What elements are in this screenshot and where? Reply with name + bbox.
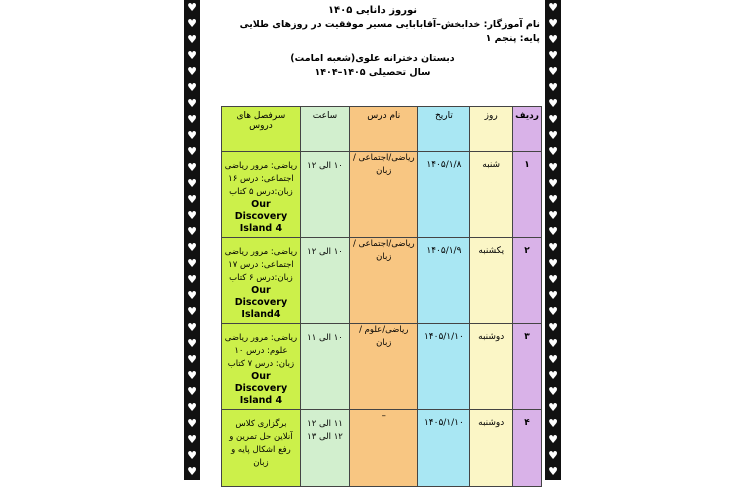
topic-line: ریاضی: مرور ریاضی: [224, 247, 298, 257]
heart-ornament-icon: ♥: [548, 145, 558, 158]
heart-ornament-icon: ♥: [187, 369, 197, 382]
topic-line: زبان:درس ۶ کتاب: [229, 273, 293, 283]
row-date: ۱۴۰۵/۱/۸: [418, 152, 470, 238]
row-date: ۱۴۰۵/۱/۹: [418, 238, 470, 324]
heart-ornament-icon: ♥: [187, 417, 197, 430]
grade-line: پایه: پنجم ۱: [485, 33, 540, 44]
row-topics: [222, 152, 301, 238]
topic-line: علوم: درس ۱۰: [234, 346, 288, 356]
heart-ornament-icon: ♥: [187, 385, 197, 398]
row-subject: ریاضی/علوم /زبان: [350, 324, 418, 410]
row-day: شنبه: [470, 152, 513, 238]
topic-line: اجتماعی: درس ۱۶: [228, 174, 294, 184]
heart-ornament-icon: ♥: [187, 145, 197, 158]
row-hour: ۱۱ الی ۱۲ ۱۲ الی ۱۳: [300, 410, 349, 487]
topic-line: آنلاین حل تمرین و: [229, 432, 293, 442]
school-year: سال تحصیلی ۱۴۰۵–۱۴۰۴: [314, 67, 431, 78]
heart-ornament-icon: ♥: [548, 337, 558, 350]
heart-ornament-icon: ♥: [548, 225, 558, 238]
heart-ornament-icon: ♥: [548, 417, 558, 430]
row-subject: –: [350, 410, 418, 487]
right-ornamental-border: [545, 0, 561, 480]
heart-ornament-icon: ♥: [548, 161, 558, 174]
heart-ornament-icon: ♥: [187, 81, 197, 94]
heart-ornament-icon: ♥: [187, 129, 197, 142]
topic-line: برگزاری کلاس: [235, 419, 287, 429]
header-subject: نام درس: [350, 107, 418, 152]
heart-ornament-icon: ♥: [548, 49, 558, 62]
heart-ornament-icon: ♥: [187, 97, 197, 110]
heart-ornament-icon: ♥: [548, 321, 558, 334]
topic-line: ریاضی: مرور ریاضی: [224, 333, 298, 343]
heart-ornament-icon: ♥: [187, 273, 197, 286]
row-number: ۴: [513, 410, 542, 487]
row-number: ۳: [513, 324, 542, 410]
heart-ornament-icon: ♥: [548, 353, 558, 366]
heart-ornament-icon: ♥: [548, 257, 558, 270]
heart-ornament-icon: ♥: [548, 113, 558, 126]
row-day: دوشنبه: [470, 410, 513, 487]
heart-ornament-icon: ♥: [548, 97, 558, 110]
header-row-number: ردیف: [513, 107, 542, 152]
header-hour: ساعت: [300, 107, 349, 152]
row-date: ۱۴۰۵/۱/۱۰: [418, 410, 470, 487]
table-row: [222, 410, 542, 487]
topic-line: ریاضی: مرور ریاضی: [224, 161, 298, 171]
heart-ornament-icon: ♥: [548, 177, 558, 190]
heart-ornament-icon: ♥: [187, 401, 197, 414]
heart-ornament-icon: ♥: [548, 17, 558, 30]
topic-line: زبان:درس ۵ کتاب: [229, 187, 293, 197]
heart-ornament-icon: ♥: [187, 1, 197, 14]
row-number: ۱: [513, 152, 542, 238]
heart-ornament-icon: ♥: [187, 449, 197, 462]
topic-line: رفع اشکال پایه و: [231, 445, 291, 455]
row-hour: ۱۰ الی ۱۲: [300, 152, 349, 238]
heart-ornament-icon: ♥: [187, 65, 197, 78]
row-hour: ۱۰ الی ۱۲: [300, 238, 349, 324]
heart-ornament-icon: ♥: [187, 17, 197, 30]
heart-ornament-icon: ♥: [187, 433, 197, 446]
table-row: [222, 324, 542, 410]
heart-ornament-icon: ♥: [187, 193, 197, 206]
heart-ornament-icon: ♥: [187, 337, 197, 350]
table-row: [222, 152, 542, 238]
heart-ornament-icon: ♥: [548, 401, 558, 414]
heart-ornament-icon: ♥: [548, 65, 558, 78]
row-topics: [222, 238, 301, 324]
topic-line: زبان: [253, 458, 269, 468]
school-name: دبستان دخترانه علوی(شعبه امامت): [290, 53, 455, 64]
heart-ornament-icon: ♥: [187, 49, 197, 62]
row-date: ۱۴۰۵/۱/۱۰: [418, 324, 470, 410]
left-ornamental-border: [184, 0, 200, 480]
heart-ornament-icon: ♥: [187, 353, 197, 366]
book-title: Our Discovery Island 4: [234, 199, 288, 234]
topic-line: زبان: درس ۷ کتاب: [227, 359, 295, 369]
heart-ornament-icon: ♥: [548, 289, 558, 302]
heart-ornament-icon: ♥: [548, 433, 558, 446]
heart-ornament-icon: ♥: [548, 369, 558, 382]
table-row: [222, 238, 542, 324]
teacher-line: نام آموزگار: خدابخش–آقابابایی مسیر موفقیت در روزهای طلایی: [239, 19, 540, 30]
heart-ornament-icon: ♥: [548, 1, 558, 14]
heart-ornament-icon: ♥: [187, 33, 197, 46]
book-title: Our Discovery Island 4: [234, 371, 288, 406]
header-date: تاریخ: [418, 107, 470, 152]
heart-ornament-icon: ♥: [548, 193, 558, 206]
heart-ornament-icon: ♥: [187, 241, 197, 254]
row-day: یکشنبه: [470, 238, 513, 324]
heart-ornament-icon: ♥: [548, 129, 558, 142]
header-day: روز: [470, 107, 513, 152]
heart-ornament-icon: ♥: [548, 241, 558, 254]
heart-ornament-icon: ♥: [187, 225, 197, 238]
heart-ornament-icon: ♥: [187, 465, 197, 478]
row-topics: [222, 410, 301, 487]
row-hour: ۱۰ الی ۱۱: [300, 324, 349, 410]
row-subject: ریاضی/اجتماعی /زبان: [350, 238, 418, 324]
document-title: نوروز دانایی ۱۴۰۵: [327, 5, 418, 16]
header-topics: سرفصل های دروس: [222, 107, 301, 152]
topic-line: اجتماعی: درس ۱۷: [228, 260, 294, 270]
heart-ornament-icon: ♥: [187, 257, 197, 270]
heart-ornament-icon: ♥: [548, 465, 558, 478]
schedule-table: [221, 106, 542, 487]
row-day: دوشنبه: [470, 324, 513, 410]
heart-ornament-icon: ♥: [187, 305, 197, 318]
heart-ornament-icon: ♥: [548, 33, 558, 46]
heart-ornament-icon: ♥: [187, 161, 197, 174]
heart-ornament-icon: ♥: [187, 113, 197, 126]
heart-ornament-icon: ♥: [187, 321, 197, 334]
heart-ornament-icon: ♥: [548, 209, 558, 222]
heart-ornament-icon: ♥: [548, 449, 558, 462]
row-number: ۲: [513, 238, 542, 324]
table-header-row: [222, 107, 542, 152]
heart-ornament-icon: ♥: [548, 273, 558, 286]
heart-ornament-icon: ♥: [187, 289, 197, 302]
book-title: Our Discovery Island4: [234, 285, 288, 320]
heart-ornament-icon: ♥: [187, 177, 197, 190]
heart-ornament-icon: ♥: [187, 209, 197, 222]
heart-ornament-icon: ♥: [548, 81, 558, 94]
row-subject: ریاضی/اجتماعی /زبان: [350, 152, 418, 238]
row-topics: [222, 324, 301, 410]
heart-ornament-icon: ♥: [548, 305, 558, 318]
document-header: [205, 4, 540, 80]
heart-ornament-icon: ♥: [548, 385, 558, 398]
